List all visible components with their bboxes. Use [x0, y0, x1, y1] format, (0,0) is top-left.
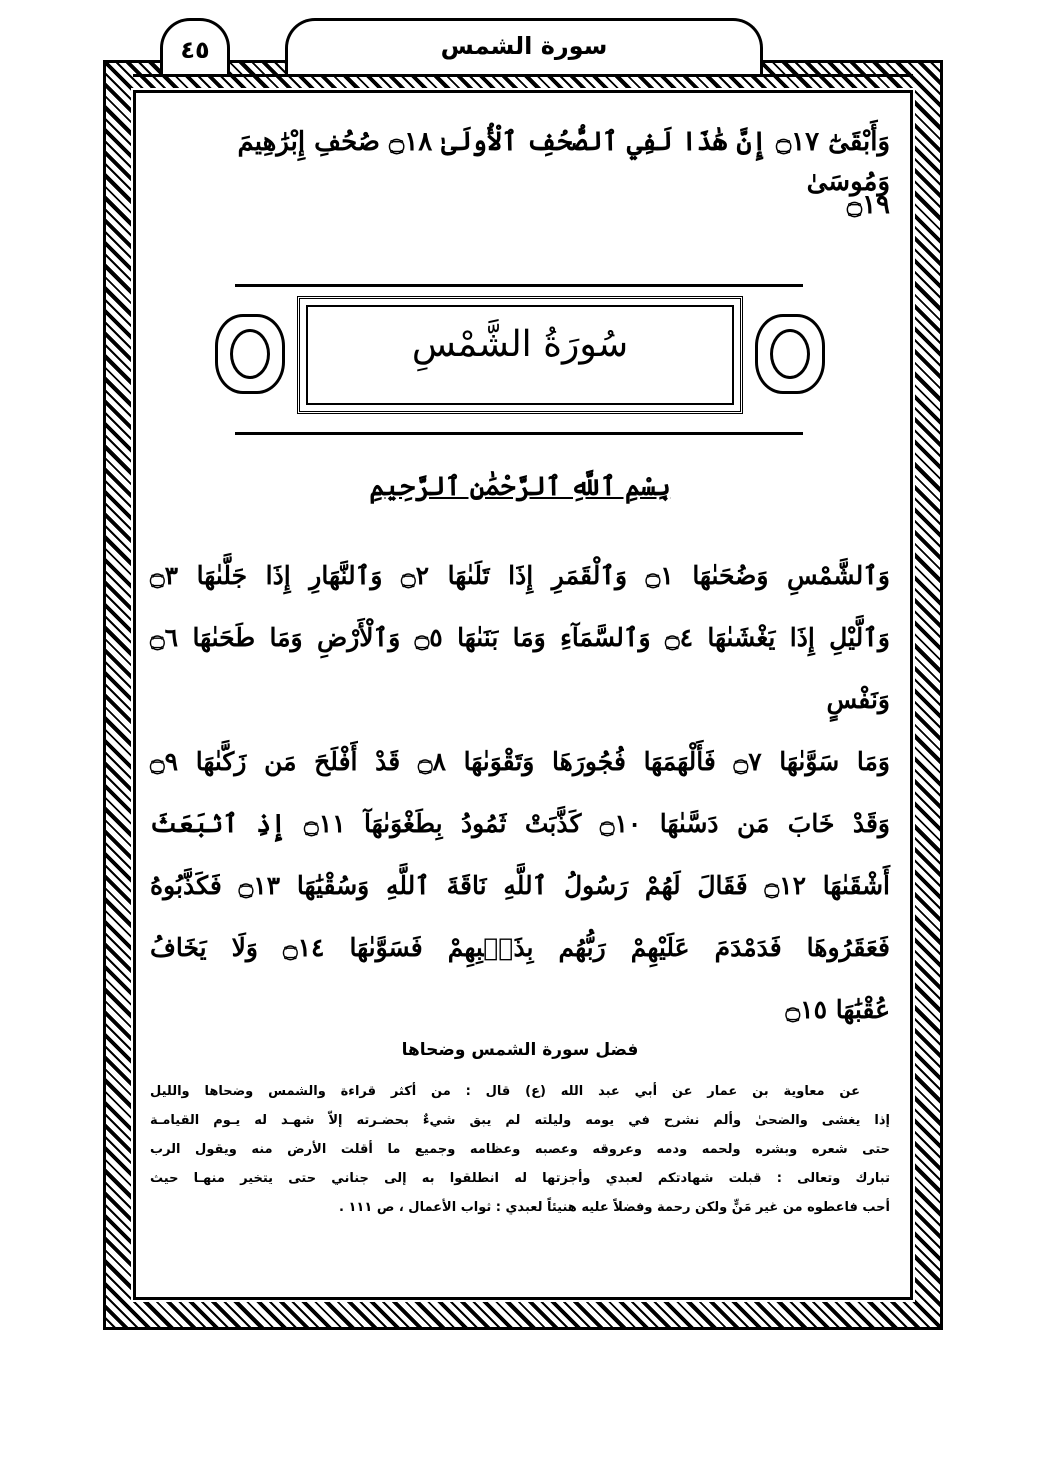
- divider-bottom: [235, 432, 803, 435]
- verse-line: وَٱلشَّمْسِ وَضُحَىٰهَا ۝١ وَٱلْقَمَرِ إِذَا تَلَىٰهَا ۝٢ وَٱلنَّهَارِ إِذَا جَلَّىٰهَا ۝٣: [150, 561, 890, 590]
- surah-banner-title: سُورَةُ الشَّمْسِ: [411, 324, 629, 365]
- basmala: بِسْمِ ٱللَّهِ ٱلرَّحْمَٰنِ ٱلرَّحِيمِ: [369, 472, 671, 502]
- verse-marker-19: ۝١٩: [846, 190, 890, 220]
- virtue-text: [150, 1077, 890, 1222]
- verse-line: فَعَقَرُوهَا فَدَمْدَمَ عَلَيْهِمْ رَبُّهُم بِذَنۢبِهِمْ فَسَوَّىٰهَا ۝١٤ وَلَا يَخَافُ: [150, 933, 890, 962]
- virtue-line: إذا يغشى والضحىٰ وألم نشرح في يومه وليلته لم يبق شيءٌ بحضـرته إلاّ شهـد له يـوم القيامـة: [150, 1113, 890, 1128]
- verse-line: عُقْبَٰهَا ۝١٥: [785, 995, 890, 1024]
- running-header-surah-title: سورة الشمس: [285, 18, 763, 76]
- divider-top: [235, 284, 803, 287]
- virtue-line: عن معاوية بن عمار عن أبي عبد الله (ع) قال : من أكثر قراءة والشمس وضحاها والليل: [150, 1084, 860, 1099]
- previous-surah-verses: وَأَبْقَىٰٓ ۝١٧ إِنَّ هَٰذَا لَفِي ٱلصُّحُفِ ٱلْأُولَىٰ ۝١٨ صُحُفِ إِبْرَٰهِيمَ وَمُوسَىٰ: [237, 127, 890, 197]
- verse-line: وَمَا سَوَّىٰهَا ۝٧ فَأَلْهَمَهَا فُجُورَهَا وَتَقْوَىٰهَا ۝٨ قَدْ أَفْلَحَ مَن زَكَّىٰهَا ۝٩: [150, 747, 891, 776]
- verse-line: أَشْقَىٰهَا ۝١٢ فَقَالَ لَهُمْ رَسُولُ ٱللَّهِ نَاقَةَ ٱللَّهِ وَسُقْيَٰهَا ۝١٣ فَكَذَّبُوهُ: [150, 871, 890, 900]
- header-rule: [133, 74, 913, 77]
- virtue-line: أحب فاعطوه من غير مَنٍّ ولكن رحمة وفضلاً عليه هنيئاً لعبدي : ثواب الأعمال ، ص ١١١ .: [339, 1200, 890, 1215]
- verse-line: وَٱلَّيْلِ إِذَا يَغْشَىٰهَا ۝٤ وَٱلسَّمَآءِ وَمَا بَنَىٰهَا ۝٥ وَٱلْأَرْضِ وَمَا طَحَىٰهَا ۝٦ وَنَفْسٍ: [150, 623, 890, 714]
- virtue-title: فضل سورة الشمس وضحاها: [401, 1040, 639, 1060]
- surah-banner: [215, 296, 825, 418]
- verse-line: وَقَدْ خَابَ مَن دَسَّىٰهَا ۝١٠ كَذَّبَتْ ثَمُودُ بِطَغْوَىٰهَآ ۝١١ إِذِ ٱنۢبَعَثَ: [150, 809, 890, 838]
- surah-verses: [150, 545, 890, 1041]
- page-number: ٤٥: [160, 18, 230, 76]
- virtue-line: تبارك وتعالى : قبلت شهادتكم لعبدي وأجزتها له انطلقوا به إلى جناني حتى يتخير منهـا حيث: [150, 1171, 890, 1186]
- virtue-line: حتى شعره وبشره ولحمه ودمه وعروقه وعصبه وعظامه وجميع ما أقلت الأرض منه ويقول الرب: [150, 1142, 890, 1157]
